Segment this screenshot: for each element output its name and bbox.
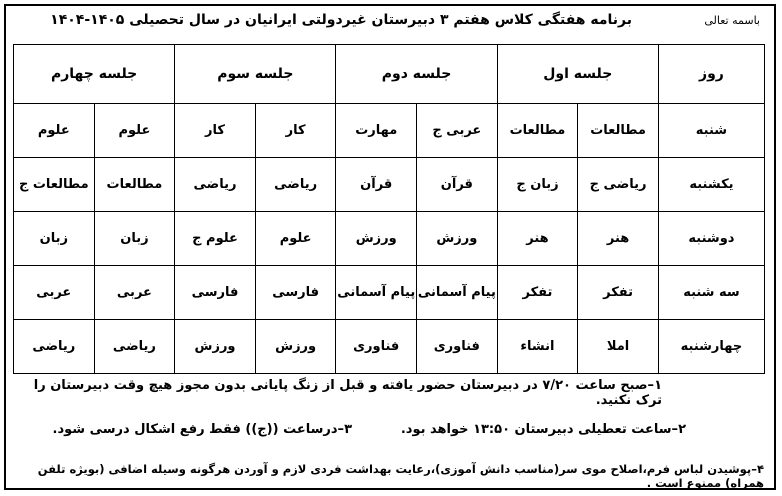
class-cell: علوم ج [175,212,256,266]
day-cell: سه شنبه [658,266,764,320]
class-cell: عربی [14,266,95,320]
class-cell: فناوری [417,320,498,374]
table-row [14,104,765,158]
class-cell: املا [578,320,659,374]
day-cell: شنبه [658,104,764,158]
day-cell: دوشنبه [658,212,764,266]
note-closing-time: ۲–ساعت تعطیلی دبیرستان ۱۳:۵۰ خواهد بود. [400,422,686,437]
class-cell: فارسی [175,266,256,320]
class-cell: فارسی [255,266,336,320]
table-row [14,158,765,212]
class-cell: ورزش [255,320,336,374]
class-cell: پیام آسمانی [336,266,417,320]
session-header: جلسه چهارم [14,45,175,104]
class-cell: کار [255,104,336,158]
class-cell: علوم [14,104,95,158]
class-cell: پیام آسمانی [417,266,498,320]
class-cell: ریاضی [94,320,175,374]
class-cell: ورزش [175,320,256,374]
table-row [14,266,765,320]
class-cell: عربی [94,266,175,320]
day-column-header: روز [658,45,764,104]
class-cell: ریاضی [14,320,95,374]
class-cell: زبان [94,212,175,266]
class-cell: ریاضی [175,158,256,212]
class-cell: زبان ج [497,158,578,212]
note-uniform: ۴–پوشیدن لباس فرم،اصلاح موی سر(مناسب دانش آموزی)،رعایت بهداشت فردی لازم و آوردن هرگونه وسیله اضافی (بویژه تلفن همراه) ممنوع است . [37,462,764,490]
page-title: برنامه هفتگی کلاس هفتم ۳ دبیرستان غیردولتی ایرانیان در سال تحصیلی ۱۴۰۵-۱۴۰۴ [50,12,632,28]
class-cell: عربی ج [417,104,498,158]
class-cell: قرآن [417,158,498,212]
class-cell: علوم [94,104,175,158]
class-cell: ریاضی [255,158,336,212]
class-cell: انشاء [497,320,578,374]
class-cell: تفکر [578,266,659,320]
class-cell: مهارت [336,104,417,158]
class-cell: ورزش [417,212,498,266]
class-cell: هنر [578,212,659,266]
class-cell: مطالعات ج [14,158,95,212]
session-header: جلسه سوم [175,45,336,104]
schedule-table [13,44,765,374]
header [0,6,782,40]
class-cell: مطالعات [94,158,175,212]
session-header: جلسه اول [497,45,658,104]
table-row [14,320,765,374]
class-cell: مطالعات [497,104,578,158]
basmala: باسمه تعالی [704,14,760,27]
day-cell: چهارشنبه [658,320,764,374]
class-cell: تفکر [497,266,578,320]
session-header: جلسه دوم [336,45,497,104]
day-cell: یکشنبه [658,158,764,212]
class-cell: مطالعات [578,104,659,158]
class-cell: زبان [14,212,95,266]
class-cell: هنر [497,212,578,266]
class-cell: کار [175,104,256,158]
note-j-sessions: ۳–درساعت ((ج)) فقط رفع اشکال درسی شود. [52,422,352,437]
class-cell: فناوری [336,320,417,374]
class-cell: قرآن [336,158,417,212]
table-header-row [14,45,765,104]
class-cell: ریاضی ج [578,158,659,212]
table-row [14,212,765,266]
class-cell: علوم [255,212,336,266]
class-cell: ورزش [336,212,417,266]
note-arrival: ۱–صبح ساعت ۷/۲۰ در دبیرستان حضور یافته و قبل از زنگ پایانی بدون مجوز هیچ وقت دبیرستان را ترک نکنید. [33,378,662,408]
